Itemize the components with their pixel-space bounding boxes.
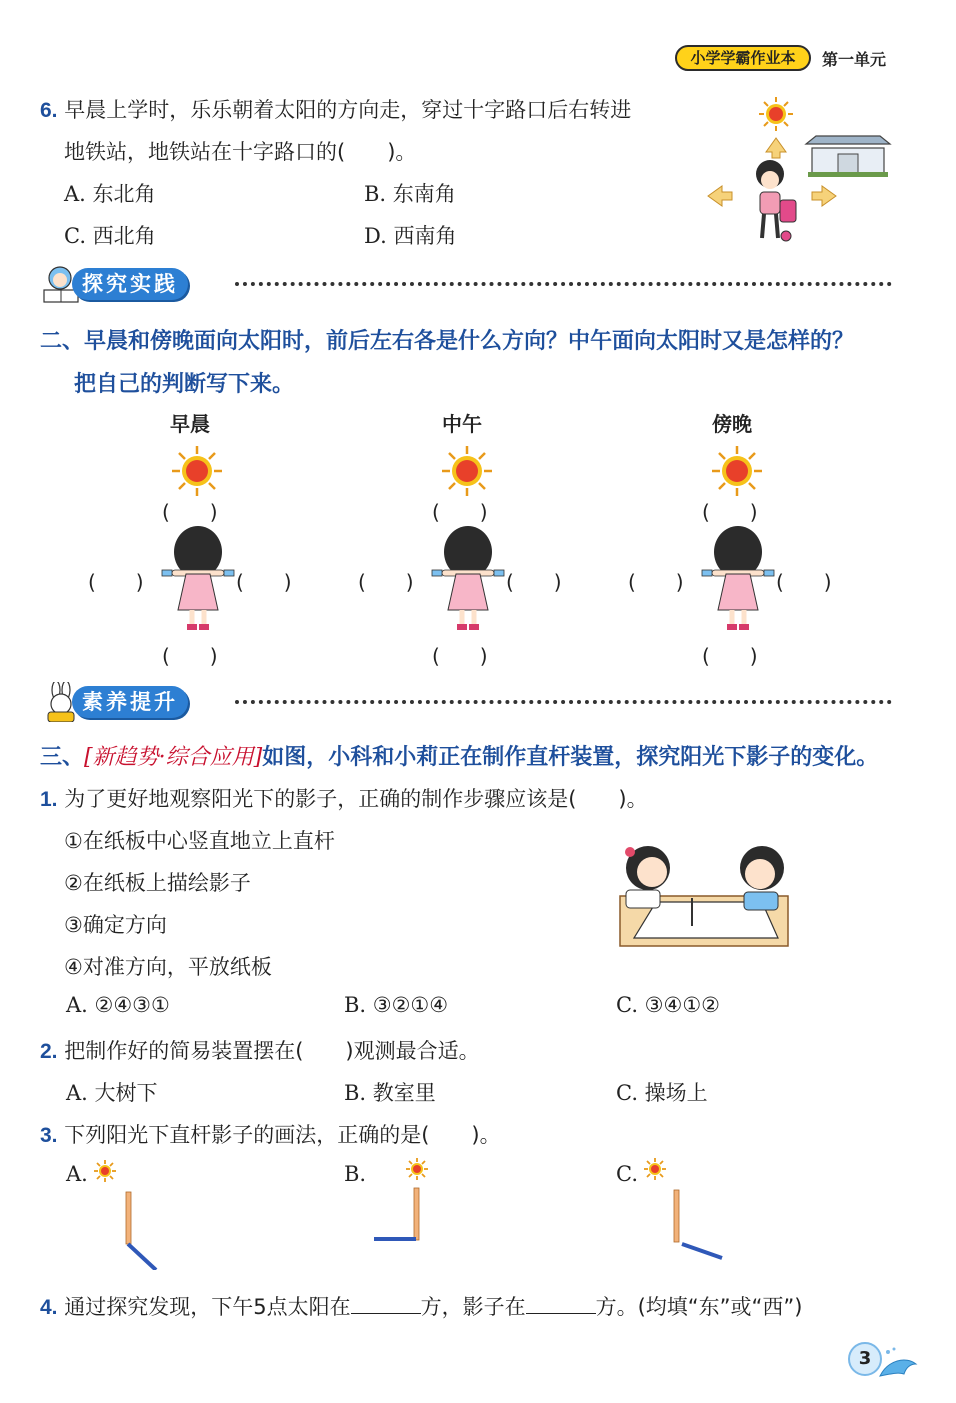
q6-illustration: [700, 92, 900, 252]
time-label-morning: 早晨: [170, 412, 210, 436]
q1-step-3: ③确定方向: [64, 913, 167, 937]
blank-left-morning[interactable]: ( ): [88, 570, 144, 594]
girl-walking-icon: [756, 160, 796, 241]
pole: [414, 1188, 419, 1240]
blank-right-noon[interactable]: ( ): [506, 570, 562, 594]
girl-back-view-icon: [158, 522, 238, 634]
q1-step-2: ②在纸板上描绘影子: [64, 871, 251, 895]
q6-text-line1: 早晨上学时，乐乐朝着太阳的方向走，穿过十字路口后右转进: [64, 98, 632, 122]
q6-line1: [40, 94, 631, 124]
section-banner-explore: [40, 268, 892, 302]
q2-option-b[interactable]: B. 教室里: [344, 1081, 436, 1105]
shadow: [682, 1244, 722, 1258]
q3-line: [40, 1119, 501, 1149]
subway-station-icon: [806, 136, 890, 177]
girl-back-view-icon: [698, 522, 778, 634]
dolphin-icon: [876, 1346, 920, 1386]
part2-line1: 二、早晨和傍晚面向太阳时，前后左右各是什么方向？中午面向太阳时又是怎样的？: [40, 329, 855, 354]
part3-heading: [40, 740, 878, 771]
children-making-device-illustration: [612, 840, 794, 952]
q2-text: 把制作好的简易装置摆在( )观测最合适。: [64, 1039, 480, 1063]
section-title-improve: 素养提升: [72, 686, 188, 718]
part3-prefix: 三、: [40, 745, 85, 770]
q6-option-c[interactable]: C. 西北角: [64, 224, 156, 248]
q3-option-c-diagram: [640, 1156, 732, 1264]
q4-text-part3: 方。(均填“东”或“西”): [595, 1295, 803, 1319]
sun-icon: [644, 1158, 666, 1180]
part2-line2: 把自己的判断写下来。: [74, 372, 295, 397]
q4-blank-sun[interactable]: [351, 1295, 421, 1314]
section-title-explore: 探究实践: [72, 268, 188, 300]
blank-front-morning[interactable]: ( ): [162, 500, 218, 524]
section-banner-improve: [40, 686, 892, 720]
blank-back-noon[interactable]: ( ): [432, 644, 488, 668]
dotted-divider: [235, 700, 892, 704]
q6-number: 6.: [40, 99, 58, 122]
q2-option-a[interactable]: A. 大树下: [66, 1081, 158, 1105]
q1-step-4: ④对准方向，平放纸板: [64, 955, 272, 979]
q6-option-a[interactable]: A. 东北角: [64, 182, 156, 206]
q3-text: 下列阳光下直杆影子的画法，正确的是( )。: [64, 1123, 501, 1147]
sun-icon: [170, 444, 224, 498]
blank-right-morning[interactable]: ( ): [236, 570, 292, 594]
page-number: 3: [848, 1342, 882, 1376]
sun-icon: [440, 444, 494, 498]
blank-right-evening[interactable]: ( ): [776, 570, 832, 594]
q6-option-b[interactable]: B. 东南角: [364, 182, 456, 206]
panel-morning: [60, 404, 330, 668]
q3-option-a[interactable]: A.: [66, 1162, 88, 1186]
q3-option-c[interactable]: C.: [616, 1162, 638, 1186]
unit-label: 第一单元: [822, 50, 887, 69]
arrow-left-icon: [708, 186, 732, 206]
q3-number: 3.: [40, 1124, 58, 1147]
part3-tag: [新趋势·综合应用]: [84, 745, 263, 770]
arrow-up-icon: [766, 138, 786, 158]
pole: [126, 1192, 131, 1244]
q3-option-a-diagram: [92, 1158, 172, 1270]
boy-icon: [740, 846, 784, 910]
panel-evening: [600, 404, 870, 668]
q6-option-d[interactable]: D. 西南角: [364, 224, 457, 248]
arrow-right-icon: [812, 186, 836, 206]
q4-text-part1: 通过探究发现，下午5点太阳在: [64, 1295, 351, 1319]
q1-option-c[interactable]: C. ③④①②: [616, 993, 720, 1017]
brand-badge: 小学学霸作业本: [675, 45, 811, 71]
part3-text: 如图，小科和小莉正在制作直杆装置，探究阳光下影子的变化。: [262, 745, 879, 770]
sun-icon: [406, 1158, 428, 1180]
time-label-noon: 中午: [442, 412, 482, 436]
blank-left-evening[interactable]: ( ): [628, 570, 684, 594]
dotted-divider: [235, 282, 892, 286]
q1-text: 为了更好地观察阳光下的影子，正确的制作步骤应该是( )。: [64, 787, 648, 811]
pole: [674, 1190, 679, 1242]
q2-line: [40, 1035, 480, 1065]
q1-step-1: ①在纸板中心竖直地立上直杆: [64, 829, 335, 853]
q4-text-part2: 方，影子在: [420, 1295, 526, 1319]
girl-back-view-icon: [428, 522, 508, 634]
q3-option-b[interactable]: B.: [344, 1162, 367, 1186]
blank-front-noon[interactable]: ( ): [432, 500, 488, 524]
q1-number: 1.: [40, 788, 58, 811]
q6-text-line2: 地铁站，地铁站在十字路口的( )。: [64, 140, 417, 164]
blank-left-noon[interactable]: ( ): [358, 570, 414, 594]
shadow: [128, 1244, 156, 1270]
q1-option-a[interactable]: A. ②④③①: [66, 993, 170, 1017]
panel-noon: [330, 404, 600, 668]
time-label-evening: 傍晚: [712, 412, 752, 436]
q3-option-b-diagram: [370, 1158, 450, 1258]
q1-option-b[interactable]: B. ③②①④: [344, 993, 449, 1017]
blank-back-evening[interactable]: ( ): [702, 644, 758, 668]
blank-front-evening[interactable]: ( ): [702, 500, 758, 524]
q2-number: 2.: [40, 1040, 58, 1063]
q2-option-c[interactable]: C. 操场上: [616, 1081, 708, 1105]
q1-line: [40, 783, 648, 813]
q4-line: [40, 1291, 802, 1321]
sun-icon: [759, 97, 793, 131]
q4-number: 4.: [40, 1296, 58, 1319]
sun-icon: [94, 1160, 116, 1182]
q4-blank-shadow[interactable]: [526, 1295, 596, 1314]
blank-back-morning[interactable]: ( ): [162, 644, 218, 668]
sun-icon: [710, 444, 764, 498]
